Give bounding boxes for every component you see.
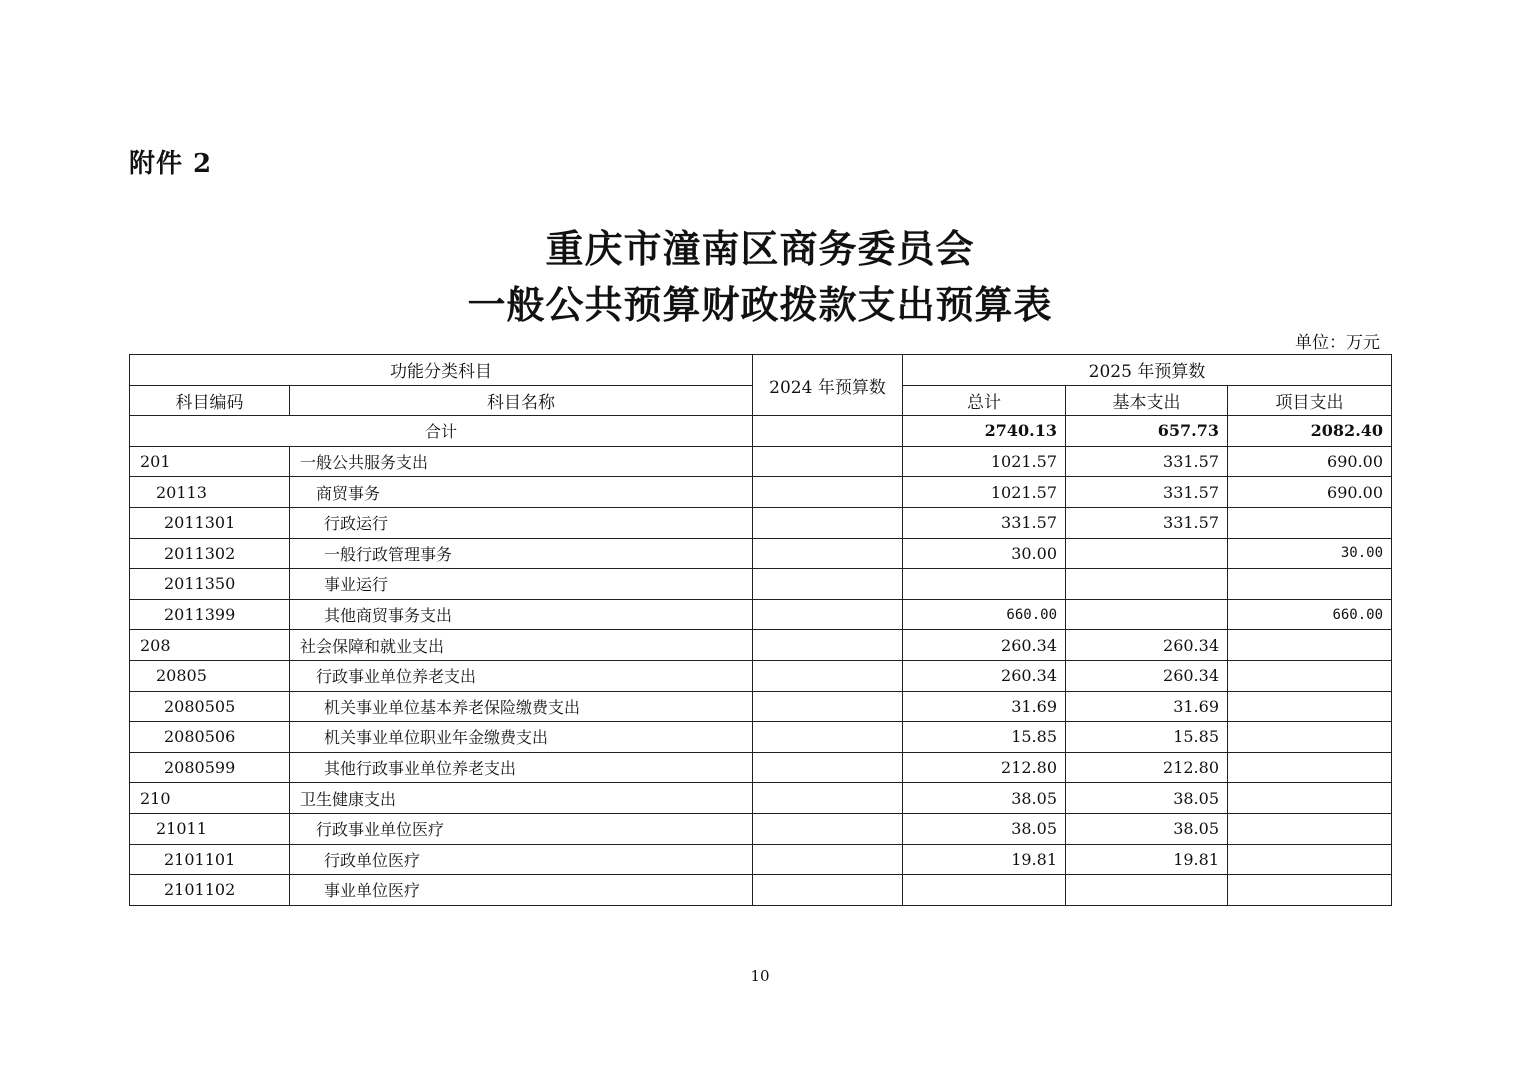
table-row [130, 569, 1392, 600]
row-code: 2080506 [130, 722, 290, 753]
attachment-label: 附件 2 [129, 149, 213, 179]
row-name: 机关事业单位职业年金缴费支出 [290, 722, 753, 753]
table-row [130, 813, 1392, 844]
row-2024-cell [753, 477, 903, 508]
row-project [1228, 752, 1392, 783]
row-code: 2101102 [130, 875, 290, 906]
row-total: 1021.57 [903, 446, 1066, 477]
row-2024-cell [753, 722, 903, 753]
row-total: 260.34 [903, 660, 1066, 691]
row-project [1228, 722, 1392, 753]
row-2024-cell [753, 813, 903, 844]
table-row [130, 599, 1392, 630]
row-name: 一般公共服务支出 [290, 446, 753, 477]
table-row [130, 477, 1392, 508]
row-2024-cell [753, 599, 903, 630]
row-total [903, 875, 1066, 906]
row-project: 690.00 [1228, 477, 1392, 508]
row-name: 其他行政事业单位养老支出 [290, 752, 753, 783]
row-code: 2011302 [130, 538, 290, 569]
row-basic: 38.05 [1066, 813, 1228, 844]
row-basic [1066, 599, 1228, 630]
table-row [130, 660, 1392, 691]
row-total: 331.57 [903, 507, 1066, 538]
row-code: 2011301 [130, 507, 290, 538]
row-2024-cell [753, 630, 903, 661]
row-total: 15.85 [903, 722, 1066, 753]
row-2024-cell [753, 446, 903, 477]
row-basic: 212.80 [1066, 752, 1228, 783]
table-row [130, 752, 1392, 783]
row-project: 30.00 [1228, 538, 1392, 569]
row-2024-cell [753, 569, 903, 600]
row-basic [1066, 569, 1228, 600]
row-total: 31.69 [903, 691, 1066, 722]
header-basic: 基本支出 [1066, 385, 1228, 416]
total-project: 2082.40 [1228, 416, 1392, 447]
header-name: 科目名称 [290, 385, 753, 416]
row-code: 20113 [130, 477, 290, 508]
row-code: 2011399 [130, 599, 290, 630]
row-project [1228, 691, 1392, 722]
table-row [130, 630, 1392, 661]
row-code: 2080599 [130, 752, 290, 783]
row-basic: 15.85 [1066, 722, 1228, 753]
row-2024-cell [753, 660, 903, 691]
total-basic: 657.73 [1066, 416, 1228, 447]
row-name: 行政运行 [290, 507, 753, 538]
row-total: 660.00 [903, 599, 1066, 630]
row-name: 其他商贸事务支出 [290, 599, 753, 630]
row-basic [1066, 538, 1228, 569]
row-project: 690.00 [1228, 446, 1392, 477]
row-name: 社会保障和就业支出 [290, 630, 753, 661]
total-sum: 2740.13 [903, 416, 1066, 447]
table-row [130, 691, 1392, 722]
total-2024-cell [753, 416, 903, 447]
row-name: 卫生健康支出 [290, 783, 753, 814]
header-functional-category: 功能分类科目 [130, 355, 753, 386]
table-row [130, 446, 1392, 477]
row-project [1228, 844, 1392, 875]
row-total: 38.05 [903, 783, 1066, 814]
row-basic: 260.34 [1066, 630, 1228, 661]
row-name: 行政事业单位医疗 [290, 813, 753, 844]
row-name: 行政单位医疗 [290, 844, 753, 875]
unit-note: 单位：万元 [1295, 333, 1380, 353]
header-row-top [130, 355, 1392, 386]
row-project [1228, 569, 1392, 600]
row-project: 660.00 [1228, 599, 1392, 630]
document-title-line1: 重庆市潼南区商务委员会 [545, 226, 975, 271]
row-code: 20805 [130, 660, 290, 691]
row-total: 19.81 [903, 844, 1066, 875]
row-total: 212.80 [903, 752, 1066, 783]
row-2024-cell [753, 783, 903, 814]
row-code: 2101101 [130, 844, 290, 875]
row-project [1228, 783, 1392, 814]
row-code: 2080505 [130, 691, 290, 722]
header-budget-2025: 2025 年预算数 [903, 355, 1392, 386]
total-label: 合计 [130, 416, 753, 447]
document-title-line2: 一般公共预算财政拨款支出预算表 [467, 282, 1053, 327]
total-row [130, 416, 1392, 447]
budget-table [129, 354, 1392, 906]
header-project: 项目支出 [1228, 385, 1392, 416]
row-total [903, 569, 1066, 600]
table-row [130, 783, 1392, 814]
table-row [130, 538, 1392, 569]
row-name: 事业单位医疗 [290, 875, 753, 906]
row-basic: 331.57 [1066, 477, 1228, 508]
row-name: 事业运行 [290, 569, 753, 600]
row-basic: 19.81 [1066, 844, 1228, 875]
row-project [1228, 630, 1392, 661]
header-code: 科目编码 [130, 385, 290, 416]
header-total: 总计 [903, 385, 1066, 416]
table-row [130, 875, 1392, 906]
row-2024-cell [753, 538, 903, 569]
header-budget-2024: 2024 年预算数 [753, 355, 903, 416]
row-project [1228, 875, 1392, 906]
table-row [130, 844, 1392, 875]
row-name: 机关事业单位基本养老保险缴费支出 [290, 691, 753, 722]
row-basic: 31.69 [1066, 691, 1228, 722]
row-2024-cell [753, 752, 903, 783]
row-code: 2011350 [130, 569, 290, 600]
row-code: 21011 [130, 813, 290, 844]
row-name: 一般行政管理事务 [290, 538, 753, 569]
table-row [130, 722, 1392, 753]
row-code: 201 [130, 446, 290, 477]
row-basic [1066, 875, 1228, 906]
row-name: 行政事业单位养老支出 [290, 660, 753, 691]
row-total: 260.34 [903, 630, 1066, 661]
row-total: 30.00 [903, 538, 1066, 569]
row-name: 商贸事务 [290, 477, 753, 508]
row-code: 208 [130, 630, 290, 661]
row-2024-cell [753, 844, 903, 875]
row-2024-cell [753, 691, 903, 722]
row-basic: 38.05 [1066, 783, 1228, 814]
row-total: 38.05 [903, 813, 1066, 844]
row-basic: 331.57 [1066, 507, 1228, 538]
row-2024-cell [753, 507, 903, 538]
row-project [1228, 813, 1392, 844]
row-2024-cell [753, 875, 903, 906]
row-total: 1021.57 [903, 477, 1066, 508]
row-code: 210 [130, 783, 290, 814]
row-basic: 331.57 [1066, 446, 1228, 477]
table-row [130, 507, 1392, 538]
page-number: 10 [750, 967, 770, 985]
row-project [1228, 507, 1392, 538]
row-basic: 260.34 [1066, 660, 1228, 691]
row-project [1228, 660, 1392, 691]
